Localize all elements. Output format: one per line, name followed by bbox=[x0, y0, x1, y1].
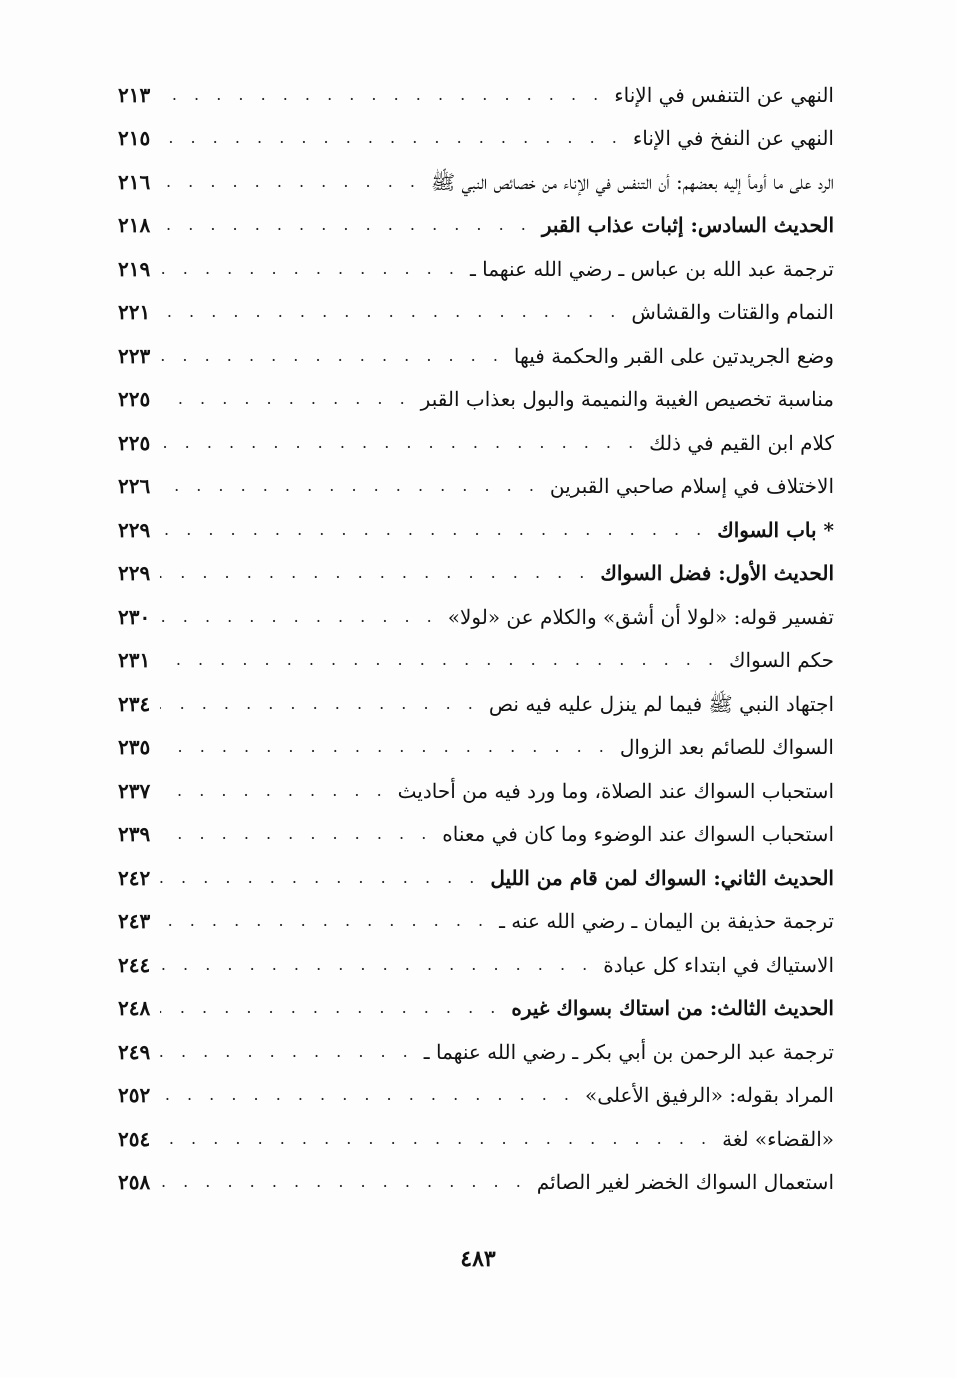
toc-entry-page: ٢٣٥ bbox=[118, 735, 151, 760]
dot-leader bbox=[160, 957, 593, 973]
dot-leader bbox=[160, 87, 604, 103]
dot-leader bbox=[160, 435, 639, 451]
toc-entry-page: ٢١٩ bbox=[118, 256, 151, 281]
toc-entry-title: الاستياك في ابتداء كل عبادة bbox=[603, 952, 834, 977]
toc-entry-title: حكم السواك bbox=[729, 648, 834, 673]
toc-entry bbox=[118, 1030, 834, 1074]
toc-entry bbox=[118, 1161, 834, 1205]
dot-leader bbox=[160, 174, 421, 190]
toc-entry bbox=[118, 1117, 834, 1161]
toc-entry-title: الحديث السادس: إثبات عذاب القبر bbox=[541, 213, 834, 238]
dot-leader bbox=[160, 1000, 501, 1016]
dot-leader bbox=[160, 913, 489, 929]
toc-entry-title: استعمال السواك الخضر لغير الصائم bbox=[536, 1170, 834, 1195]
toc-entry-page: ٢٤٤ bbox=[118, 952, 151, 977]
toc-entry bbox=[118, 73, 834, 117]
toc-entry-title: ترجمة حذيفة بن اليمان ـ رضي الله عنه ـ bbox=[499, 909, 834, 934]
dot-leader bbox=[160, 391, 410, 407]
toc-entry bbox=[118, 682, 834, 726]
toc-entry-title: النمام والقتات والقشاش bbox=[631, 300, 834, 325]
toc-entry-title: المراد بقوله: «الرفيق الأعلى» bbox=[585, 1083, 834, 1108]
toc-entry-page: ٢٣٠ bbox=[118, 604, 151, 629]
toc-entry bbox=[118, 856, 834, 900]
toc-entry-title: النهي عن النفخ في الإناء bbox=[632, 126, 834, 151]
toc-entry bbox=[118, 769, 834, 813]
table-of-contents bbox=[118, 73, 834, 1204]
toc-entry-title: استحباب السواك عند الصلاة، وما ورد فيه من أحاديث bbox=[397, 778, 834, 803]
toc-entry-page: ٢١٥ bbox=[118, 126, 151, 151]
toc-entry bbox=[118, 900, 834, 944]
toc-entry-page: ٢٥٢ bbox=[118, 1083, 151, 1108]
toc-entry-title: مناسبة تخصيص الغيبة والنميمة والبول بعذاب القبر bbox=[420, 387, 834, 412]
toc-entry-page: ٢٣٤ bbox=[118, 691, 151, 716]
toc-entry bbox=[118, 813, 834, 857]
toc-entry bbox=[118, 508, 834, 552]
toc-entry bbox=[118, 334, 834, 378]
toc-entry bbox=[118, 291, 834, 335]
toc-entry bbox=[118, 552, 834, 596]
dot-leader bbox=[160, 1131, 712, 1147]
toc-entry bbox=[118, 204, 834, 248]
toc-entry bbox=[118, 639, 834, 683]
dot-leader bbox=[160, 478, 540, 494]
toc-entry-page: ٢١٣ bbox=[118, 82, 151, 107]
dot-leader bbox=[160, 1087, 575, 1103]
toc-entry bbox=[118, 987, 834, 1031]
toc-entry-page: ٢٤٩ bbox=[118, 1039, 151, 1064]
toc-entry-title: اجتهاد النبي ﷺ فيما لم ينزل عليه فيه نص bbox=[488, 691, 834, 716]
toc-entry-page: ٢٢٣ bbox=[118, 343, 151, 368]
toc-entry bbox=[118, 247, 834, 291]
dot-leader bbox=[160, 522, 707, 538]
toc-entry-page: ٢٢٥ bbox=[118, 387, 151, 412]
toc-entry-title: تفسير قوله: «لولا أن أشق» والكلام عن «لولا» bbox=[447, 604, 834, 629]
toc-entry bbox=[118, 1074, 834, 1118]
toc-entry-page: ٢٢٦ bbox=[118, 474, 151, 499]
toc-entry-title: «القضاء» لغة bbox=[722, 1126, 834, 1151]
toc-entry-page: ٢٣١ bbox=[118, 648, 151, 673]
dot-leader bbox=[160, 565, 590, 581]
toc-entry bbox=[118, 465, 834, 509]
toc-entry-title: الاختلاف في إسلام صاحبي القبرين bbox=[549, 474, 834, 499]
toc-entry-title: كلام ابن القيم في ذلك bbox=[649, 430, 834, 455]
toc-entry-title: الحديث الأول: فضل السواك bbox=[600, 561, 834, 586]
toc-entry-title: السواك للصائم بعد الزوال bbox=[619, 735, 834, 760]
toc-entry bbox=[118, 117, 834, 161]
toc-entry-page: ٢٣٩ bbox=[118, 822, 151, 847]
toc-entry-title: ترجمة عبد الرحمن بن أبي بكر ـ رضي الله عنهما ـ bbox=[423, 1039, 834, 1064]
toc-entry bbox=[118, 378, 834, 422]
toc-entry-title: وضع الجريدتين على القبر والحكمة فيها bbox=[513, 343, 834, 368]
toc-entry-page: ٢٢٩ bbox=[118, 517, 151, 542]
dot-leader bbox=[160, 217, 532, 233]
toc-entry-title: الرد على ما أومأ إليه بعضهم: أن التنفس في الإناء من خصائص النبي ﷺ bbox=[430, 169, 834, 194]
toc-entry-page: ٢٤٣ bbox=[118, 909, 151, 934]
dot-leader bbox=[160, 130, 623, 146]
toc-entry-page: ٢٢١ bbox=[118, 300, 151, 325]
dot-leader bbox=[160, 826, 432, 842]
toc-entry-page: ٢١٨ bbox=[118, 213, 151, 238]
toc-entry-page: ٢٤٨ bbox=[118, 996, 151, 1021]
toc-entry bbox=[118, 595, 834, 639]
toc-entry-page: ٢٢٩ bbox=[118, 561, 151, 586]
dot-leader bbox=[160, 1044, 414, 1060]
toc-entry bbox=[118, 160, 834, 204]
dot-leader bbox=[160, 1174, 527, 1190]
toc-entry-page: ٢٤٢ bbox=[118, 865, 151, 890]
toc-entry-page: ٢٥٤ bbox=[118, 1126, 151, 1151]
dot-leader bbox=[160, 739, 610, 755]
dot-leader bbox=[160, 652, 719, 668]
toc-entry-title: ترجمة عبد الله بن عباس ـ رضي الله عنهما ـ bbox=[469, 256, 834, 281]
toc-entry-title: الحديث الثالث: من استاك بسواك غيره bbox=[511, 996, 834, 1021]
toc-entry-page: ٢٢٥ bbox=[118, 430, 151, 455]
toc-entry-title: * باب السواك bbox=[717, 517, 834, 542]
dot-leader bbox=[160, 609, 438, 625]
toc-entry-page: ٢١٦ bbox=[118, 169, 151, 194]
toc-entry-title: النهي عن التنفس في الإناء bbox=[614, 82, 834, 107]
dot-leader bbox=[160, 783, 387, 799]
dot-leader bbox=[160, 696, 479, 712]
toc-entry-page: ٢٣٧ bbox=[118, 778, 151, 803]
page-number: ٤٨٣ bbox=[460, 1246, 496, 1272]
toc-entry-title: الحديث الثاني: السواك لمن قام من الليل bbox=[490, 865, 834, 890]
toc-entry bbox=[118, 421, 834, 465]
dot-leader bbox=[160, 870, 480, 886]
dot-leader bbox=[160, 348, 504, 364]
toc-entry-title: استحباب السواك عند الوضوء وما كان في معناه bbox=[442, 822, 834, 847]
toc-entry-page: ٢٥٨ bbox=[118, 1170, 151, 1195]
toc-entry bbox=[118, 943, 834, 987]
dot-leader bbox=[160, 304, 621, 320]
dot-leader bbox=[160, 261, 460, 277]
toc-entry bbox=[118, 726, 834, 770]
